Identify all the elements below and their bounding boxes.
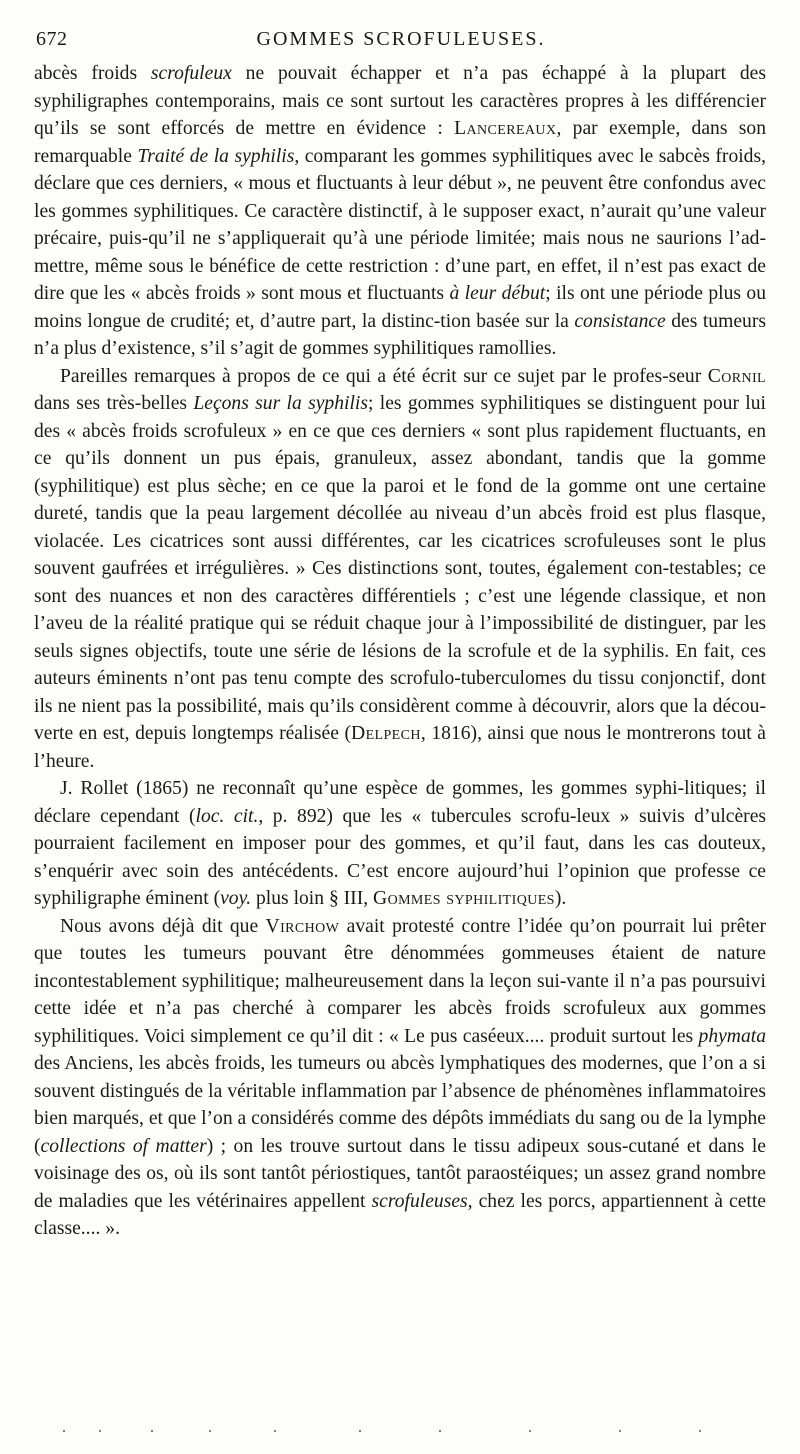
- italic-text: voy.: [220, 888, 252, 909]
- italic-text: scrofuleuses: [371, 1190, 468, 1212]
- text-run: , par exemple, dans son remarquable: [34, 118, 766, 167]
- author-name: Cornil: [707, 365, 766, 387]
- italic-text: phymata: [698, 1025, 766, 1047]
- italic-text: Leçons sur la syphilis: [193, 393, 368, 414]
- paragraph: [34, 363, 766, 776]
- text-run: des tumeurs n’a plus d’existence, s’il s’agit de gommes syphilitiques ramollies.: [34, 310, 766, 359]
- author-name: Delpech: [351, 723, 421, 744]
- text-run: , comparant les gommes syphilitiques avec le sabcès froids, déclare que ces derniers, « mous et fluctuants à leur début », ne peuvent être confondus avec les gommes syphilitiques. Ce caractère distinctif, à le supposer exact, n’aurait qu’une valeur précaire, puis-qu’il ne s’appliquerait qu’à une période limitée; mais nous ne saurions l’ad-mettre, même sous le bénéfice de cette restriction : d’une part, en effet, il n’est pas exact de dire que les « abcès froids » sont mous et fluctuants: [34, 145, 766, 304]
- italic-text: scrofuleux: [150, 63, 232, 84]
- italic-text: loc. cit.: [195, 805, 259, 827]
- text-run: avait protesté contre l’idée qu’on pourrait lui prêter que toutes les tumeurs pouvant être dénommées gommeuses étaient de nature incontestablement syphilitique; malheureusement dans la leçon sui-vante il n’a pas poursuivi cette idée et n’a pas cherché à comparer les abcès froids scrofuleux aux gommes syphilitiques. Voici simplement ce qu’il dit : « Le pus caséeux.... produit surtout les: [34, 915, 767, 1047]
- text-run: des Anciens, les abcès froids, les tumeurs ou abcès lymphatiques des modernes, que l’on a si souvent distingués de la véritable inflammation par l’absence de phénomènes inflammatoires bien marqués, et que l’on a considérés comme des dépôts immédiats du sang ou de la lymphe (: [34, 1053, 766, 1157]
- paragraph: [34, 913, 766, 1243]
- text-run: dans ses très-belles: [34, 393, 194, 414]
- author-name: Lancereaux: [454, 118, 557, 139]
- paragraph: [34, 60, 766, 363]
- text-run: , 1816), ainsi que nous le montrerons tout à l’heure.: [34, 723, 766, 772]
- italic-text: consistance: [574, 310, 666, 332]
- text-run: Nous avons déjà dit que: [60, 915, 266, 937]
- text-run: abcès froids: [34, 63, 151, 84]
- text-run: , p. 892) que les « tubercules scrofu-leux » suivis d’ulcères pourraient facilement en imposer pour des gommes, et qu’il faut, dans les cas douteux, s’enquérir avec soin des antécédents. C’est encore aujourd’hui l’opinion que professe ce syphiligraphe éminent (: [34, 805, 767, 909]
- italic-text: collections of matter: [40, 1135, 207, 1157]
- text-run: ; ils ont une période plus ou moins longue de crudité; et, d’autre part, la distinc-tion basée sur la: [34, 283, 767, 332]
- text-run: Pareilles remarques à propos de ce qui a été écrit sur ce sujet par le profes-seur: [60, 365, 708, 387]
- text-run: ne pouvait échapper et n’a pas échappé à la plupart des syphiligraphes contemporains, mais ce sont surtout les caractères propres à les différencier qu’ils se sont efforcés de mettre en évidence :: [34, 63, 766, 139]
- page-header: [36, 28, 766, 56]
- text-run: ; les gommes syphilitiques se distinguent pour lui des « abcès froids scrofuleux » en ce que ces derniers « sont plus rapidement fluctuants, en ce qu’ils donnent un pus épais, granuleux, assez abondant, tandis que la gomme (syphilitique) est plus sèche; en ce que la paroi et le fond de la gomme ont une certaine dureté, tandis que la peau largement décollée au niveau d’un abcès froid est plus flasque, violacée. Les cicatrices sont aussi différentes, car les cicatrices scrofuleuses sont le plus souvent gaufrées et irrégulières. » Ces distinctions sont, toutes, également con-testables; ce sont des nuances et non des caractères différentiels ; c’est une légende classique, et non l’aveu de la réalité pratique qui se réduit chaque jour à l’impossibilité de distinguer, par les seuls signes objectifs, toute une série de lésions de la scrofule et de la syphilis. En fait, ces auteurs éminents n’ont pas tenu compte des scrofulo-tuberculomes du tissu conjonctif, dont ils ne nient pas la possibilité, mais qu’ils considèrent comme à découvrir, alors que la décou-verte en est, depuis longtemps réalisée (: [34, 393, 766, 744]
- page-bottom-specks: [60, 1428, 740, 1434]
- author-name: Gommes syphilitiques: [373, 888, 555, 909]
- text-run: ).: [554, 888, 567, 909]
- author-name: Virchow: [265, 915, 340, 937]
- running-title: GOMMES SCROFULEUSES.: [256, 28, 546, 50]
- text-run: plus loin § III,: [251, 888, 374, 909]
- body-text: [34, 60, 766, 1243]
- italic-text: Traité de la syphilis: [137, 145, 295, 167]
- text-run: , chez les porcs, appartiennent à cette classe.... ».: [34, 1190, 766, 1239]
- text-run: ) ; on les trouve surtout dans le tissu adipeux sous-cutané et dans le voisinage des os, où ils sont tantôt périostiques, tantôt paraostéiques; un assez grand nombre de maladies que les vétérinaires appellent: [34, 1135, 766, 1212]
- page-number: 672: [36, 28, 68, 50]
- italic-text: à leur début: [449, 283, 546, 304]
- paragraph: [34, 775, 766, 913]
- text-run: J. Rollet (1865) ne reconnaît qu’une espèce de gommes, les gommes syphi-litiques; il déclare cependant (: [34, 778, 766, 827]
